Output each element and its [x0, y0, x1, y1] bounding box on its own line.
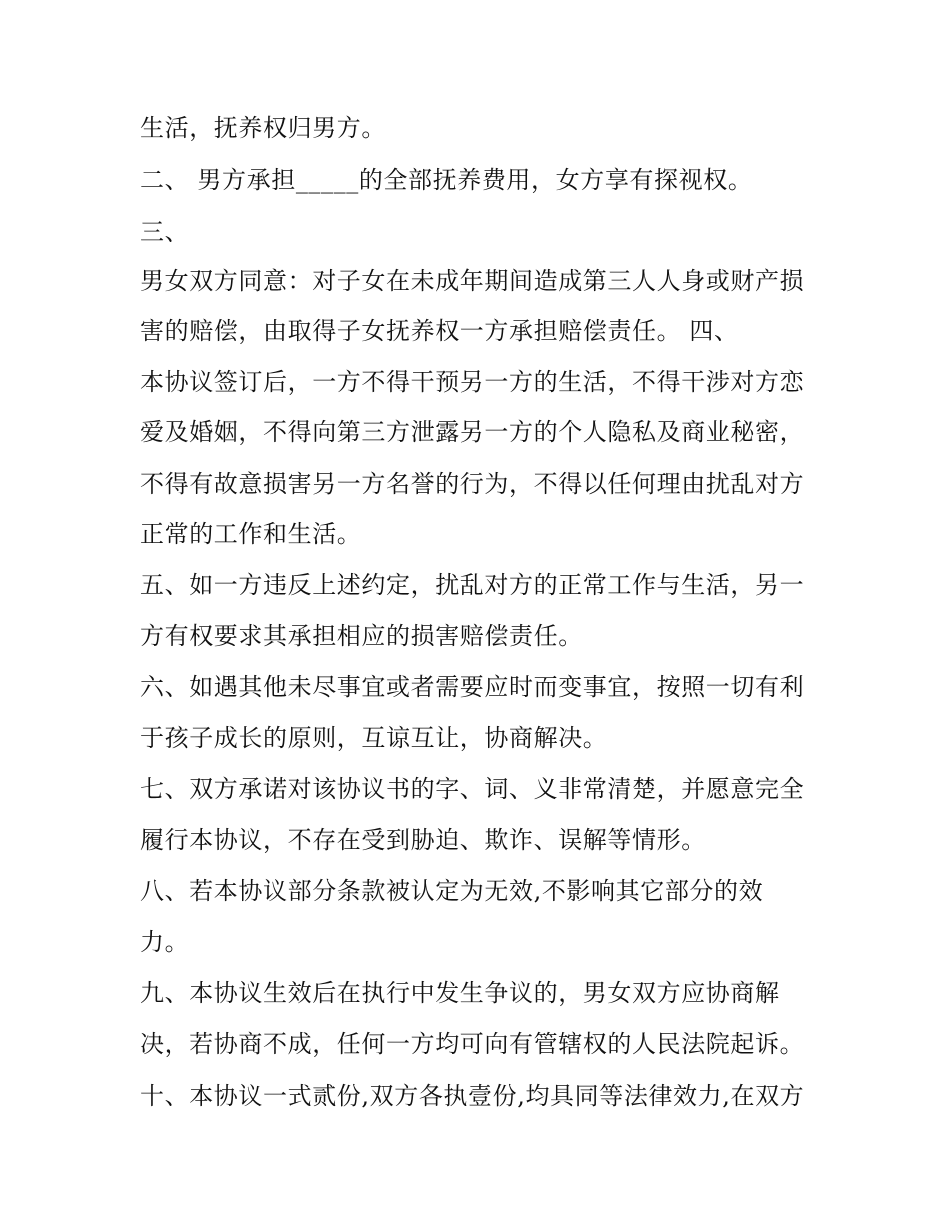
text-line: 履行本协议，不存在受到胁迫、欺诈、误解等情形。 [140, 826, 706, 854]
text-line: 七、双方承诺对该协议书的字、词、义非常清楚，并愿意完全 [140, 775, 805, 803]
text-line: 方有权要求其承担相应的损害赔偿责任。 [140, 622, 583, 650]
text-line: 九、本协议生效后在执行中发生争议的，男女双方应协商解 [140, 979, 780, 1007]
text-line: 六、如遇其他未尽事宜或者需要应时而变事宜，按照一切有利 [140, 673, 805, 701]
text-line: 三、 [140, 218, 190, 246]
text-line: 八、若本协议部分条款被认定为无效,不影响其它部分的效 [140, 877, 764, 905]
text-line: 二、 男方承担_____的全部抚养费用，女方享有探视权。 [140, 166, 753, 194]
text-line: 正常的工作和生活。 [140, 520, 362, 548]
text-line: 爱及婚姻，不得向第三方泄露另一方的个人隐私及商业秘密， [140, 418, 805, 446]
text-line: 害的赔偿，由取得子女抚养权一方承担赔偿责任。 四、 [140, 317, 739, 345]
text-line: 男女双方同意：对子女在未成年期间造成第三人人身或财产损 [140, 267, 805, 295]
text-line: 五、如一方违反上述约定，扰乱对方的正常工作与生活，另一 [140, 571, 805, 599]
text-line: 生活，抚养权归男方。 [140, 114, 386, 142]
text-line: 十、本协议一式贰份,双方各执壹份,均具同等法律效力,在双方 [140, 1082, 805, 1110]
text-line: 于孩子成长的原则，互谅互让，协商解决。 [140, 724, 608, 752]
text-line: 决，若协商不成，任何一方均可向有管辖权的人民法院起诉。 [140, 1030, 805, 1058]
text-line: 不得有故意损害另一方名誉的行为，不得以任何理由扰乱对方 [140, 470, 805, 498]
text-line: 本协议签订后，一方不得干预另一方的生活，不得干涉对方恋 [140, 368, 805, 396]
text-line: 力。 [140, 928, 190, 956]
